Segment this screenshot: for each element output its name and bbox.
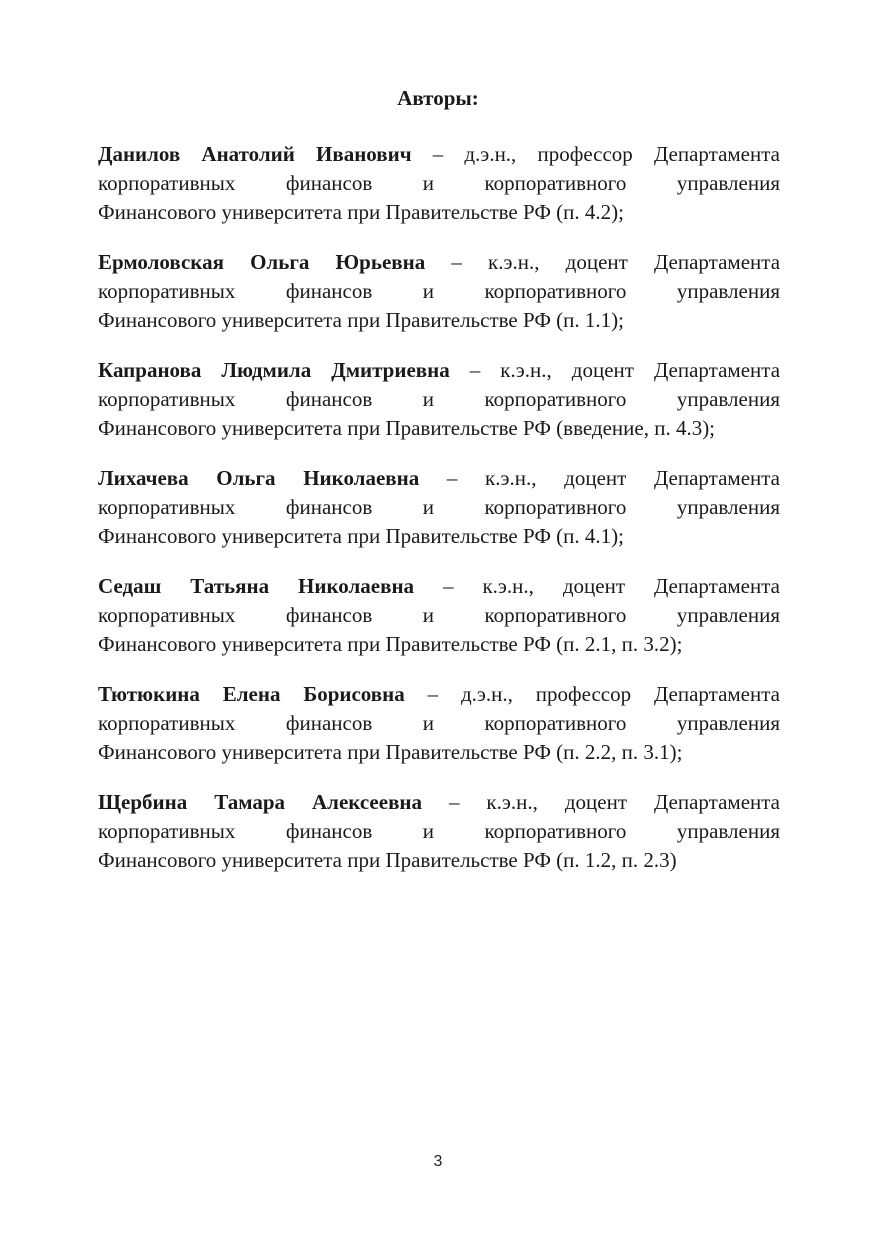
author-name: Щербина Тамара Алексеевна xyxy=(98,790,423,814)
author-line-2: корпоративных финансов и корпоративного управления xyxy=(98,279,780,303)
author-entry-sedash xyxy=(98,572,780,659)
author-line-2: корпоративных финансов и корпоративного управления xyxy=(98,171,780,195)
author-degree-position: – д.э.н., профессор Департамента xyxy=(404,682,780,706)
author-name: Данилов Анатолий Иванович xyxy=(98,142,412,166)
author-line-1 xyxy=(98,356,780,385)
author-entry-danilov xyxy=(98,140,780,227)
author-name: Лихачева Ольга Николаевна xyxy=(98,466,420,490)
author-name: Ермоловская Ольга Юрьевна xyxy=(98,250,426,274)
author-degree-position: – к.э.н., доцент Департамента xyxy=(414,574,780,598)
author-entry-ermolovskaya xyxy=(98,248,780,335)
author-line-1 xyxy=(98,680,780,709)
author-line-3: Финансового университета при Правительстве РФ (п. 2.2, п. 3.1); xyxy=(98,740,683,764)
author-line-1 xyxy=(98,140,780,169)
author-line-1 xyxy=(98,572,780,601)
author-line-2: корпоративных финансов и корпоративного управления xyxy=(98,603,780,627)
author-line-2: корпоративных финансов и корпоративного управления xyxy=(98,819,780,843)
author-entry-kapranova xyxy=(98,356,780,443)
author-degree-position: – д.э.н., профессор Департамента xyxy=(411,142,780,166)
author-line-3: Финансового университета при Правительстве РФ (п. 4.1); xyxy=(98,524,624,548)
page-number: 3 xyxy=(433,1153,443,1170)
author-entry-shcherbina xyxy=(98,788,780,875)
author-line-3: Финансового университета при Правительстве РФ (п. 1.2, п. 2.3) xyxy=(98,848,677,872)
author-line-1 xyxy=(98,464,780,493)
author-name: Тютюкина Елена Борисовна xyxy=(98,682,405,706)
author-degree-position: – к.э.н., доцент Департамента xyxy=(422,790,781,814)
page-title: Авторы: xyxy=(397,86,479,110)
author-line-3: Финансового университета при Правительстве РФ (п. 4.2); xyxy=(98,200,624,224)
author-entry-likhacheva xyxy=(98,464,780,551)
authors-list xyxy=(98,140,780,896)
author-line-2: корпоративных финансов и корпоративного управления xyxy=(98,387,780,411)
author-line-1 xyxy=(98,248,780,277)
author-name: Капранова Людмила Дмитриевна xyxy=(98,358,450,382)
author-line-3: Финансового университета при Правительстве РФ (п. 1.1); xyxy=(98,308,624,332)
author-line-1 xyxy=(98,788,780,817)
author-line-3: Финансового университета при Правительстве РФ (п. 2.1, п. 3.2); xyxy=(98,632,683,656)
author-line-3: Финансового университета при Правительстве РФ (введение, п. 4.3); xyxy=(98,416,716,440)
author-degree-position: – к.э.н., доцент Департамента xyxy=(425,250,781,274)
author-entry-tyutyukina xyxy=(98,680,780,767)
author-line-2: корпоративных финансов и корпоративного управления xyxy=(98,495,780,519)
author-degree-position: – к.э.н., доцент Департамента xyxy=(419,466,781,490)
author-line-2: корпоративных финансов и корпоративного управления xyxy=(98,711,780,735)
author-degree-position: – к.э.н., доцент Департамента xyxy=(449,358,781,382)
author-name: Седаш Татьяна Николаевна xyxy=(98,574,415,598)
